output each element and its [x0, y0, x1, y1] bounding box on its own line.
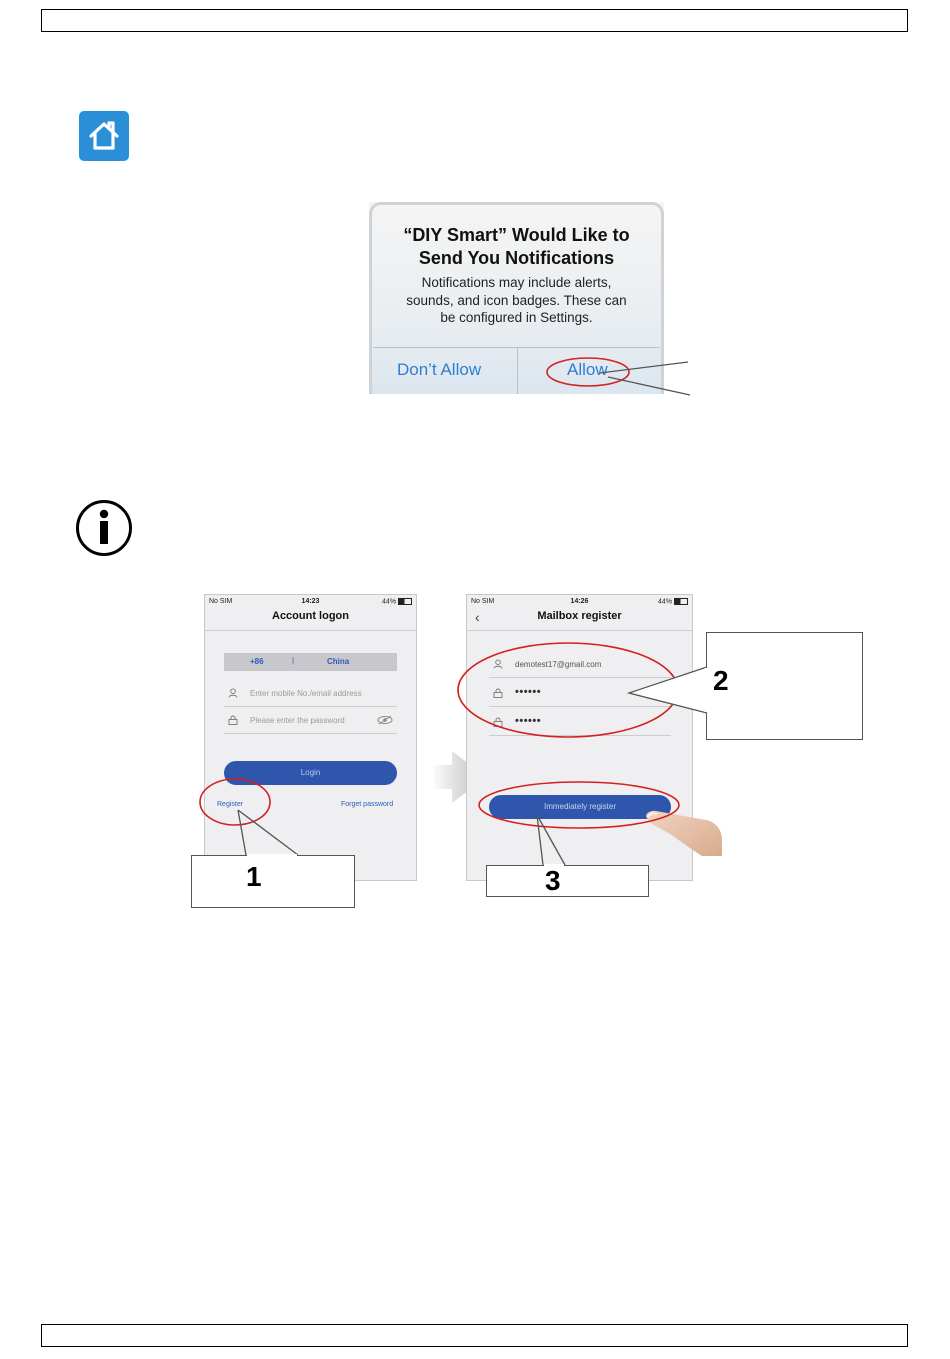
immediately-register-button[interactable]: Immediately register [489, 795, 671, 819]
email-value: demotest17@gmail.com [515, 660, 602, 669]
notification-permission-dialog [369, 202, 664, 394]
user-icon [228, 688, 238, 698]
dialog-message-line1: Notifications may include alerts, [421, 275, 612, 290]
register-link[interactable]: Register [217, 801, 244, 808]
back-chevron-icon[interactable]: ‹ [475, 609, 480, 625]
eye-hidden-icon[interactable] [377, 715, 393, 725]
register-title: Mailbox register [537, 610, 622, 622]
battery-percent: 44% [382, 598, 397, 606]
home-app-icon [79, 111, 129, 161]
lock-icon [493, 688, 503, 698]
dialog-title-line2: Send You Notifications [418, 248, 615, 268]
battery-level [382, 598, 412, 605]
footer-bar [41, 1324, 908, 1347]
callout-box-2 [706, 632, 863, 740]
login-title: Account logon [272, 610, 349, 622]
forget-password-link[interactable]: Forget password [341, 801, 394, 808]
callout-number-1: 1 [246, 861, 262, 892]
battery-percent: 44% [658, 598, 673, 606]
battery-level [658, 598, 688, 605]
country-code: +86 [250, 657, 264, 666]
login-screen [204, 594, 417, 881]
status-bar [209, 598, 412, 608]
carrier-label: No SIM [471, 598, 495, 605]
dialog-message [387, 274, 646, 327]
allow-button[interactable]: Allow [567, 360, 608, 379]
carrier-label: No SIM [209, 598, 233, 605]
dont-allow-button[interactable]: Don’t Allow [397, 360, 482, 379]
dialog-message-line2: sounds, and icon badges. These can [406, 292, 627, 308]
battery-icon [674, 598, 688, 605]
dialog-title-line1: “DIY Smart” Would Like to [403, 225, 630, 245]
password-field[interactable] [489, 682, 671, 707]
callout-box-3 [486, 865, 649, 897]
country-separator: | [292, 656, 295, 665]
dialog-title [369, 224, 664, 270]
account-placeholder: Enter mobile No./email address [250, 689, 362, 698]
lock-icon [493, 717, 503, 727]
info-icon [75, 499, 133, 557]
country-selector[interactable] [224, 653, 397, 671]
callout-box-1 [191, 855, 355, 908]
country-name: China [327, 657, 350, 666]
finger-pointer-icon [644, 806, 722, 856]
battery-icon [398, 598, 412, 605]
email-field[interactable] [489, 653, 671, 678]
password-value: •••••• [515, 686, 542, 698]
confirm-password-field[interactable] [489, 711, 671, 736]
header-bar [41, 9, 908, 32]
account-field[interactable] [224, 682, 397, 707]
user-icon [493, 659, 503, 669]
password-field[interactable] [224, 709, 397, 734]
dialog-message-line3: be configured in Settings. [440, 310, 593, 325]
clock: 14:26 [570, 598, 589, 605]
password-placeholder: Please enter the password [250, 716, 345, 725]
callout-number-2: 2 [713, 665, 729, 696]
confirm-password-value: •••••• [515, 715, 542, 727]
title-divider [467, 630, 692, 631]
clock: 14:23 [301, 598, 320, 605]
callout-number-3: 3 [545, 865, 561, 896]
dialog-button-divider [517, 348, 518, 394]
title-divider [205, 630, 416, 631]
status-bar [471, 598, 688, 608]
login-button[interactable]: Login [224, 761, 397, 785]
lock-icon [228, 715, 238, 725]
